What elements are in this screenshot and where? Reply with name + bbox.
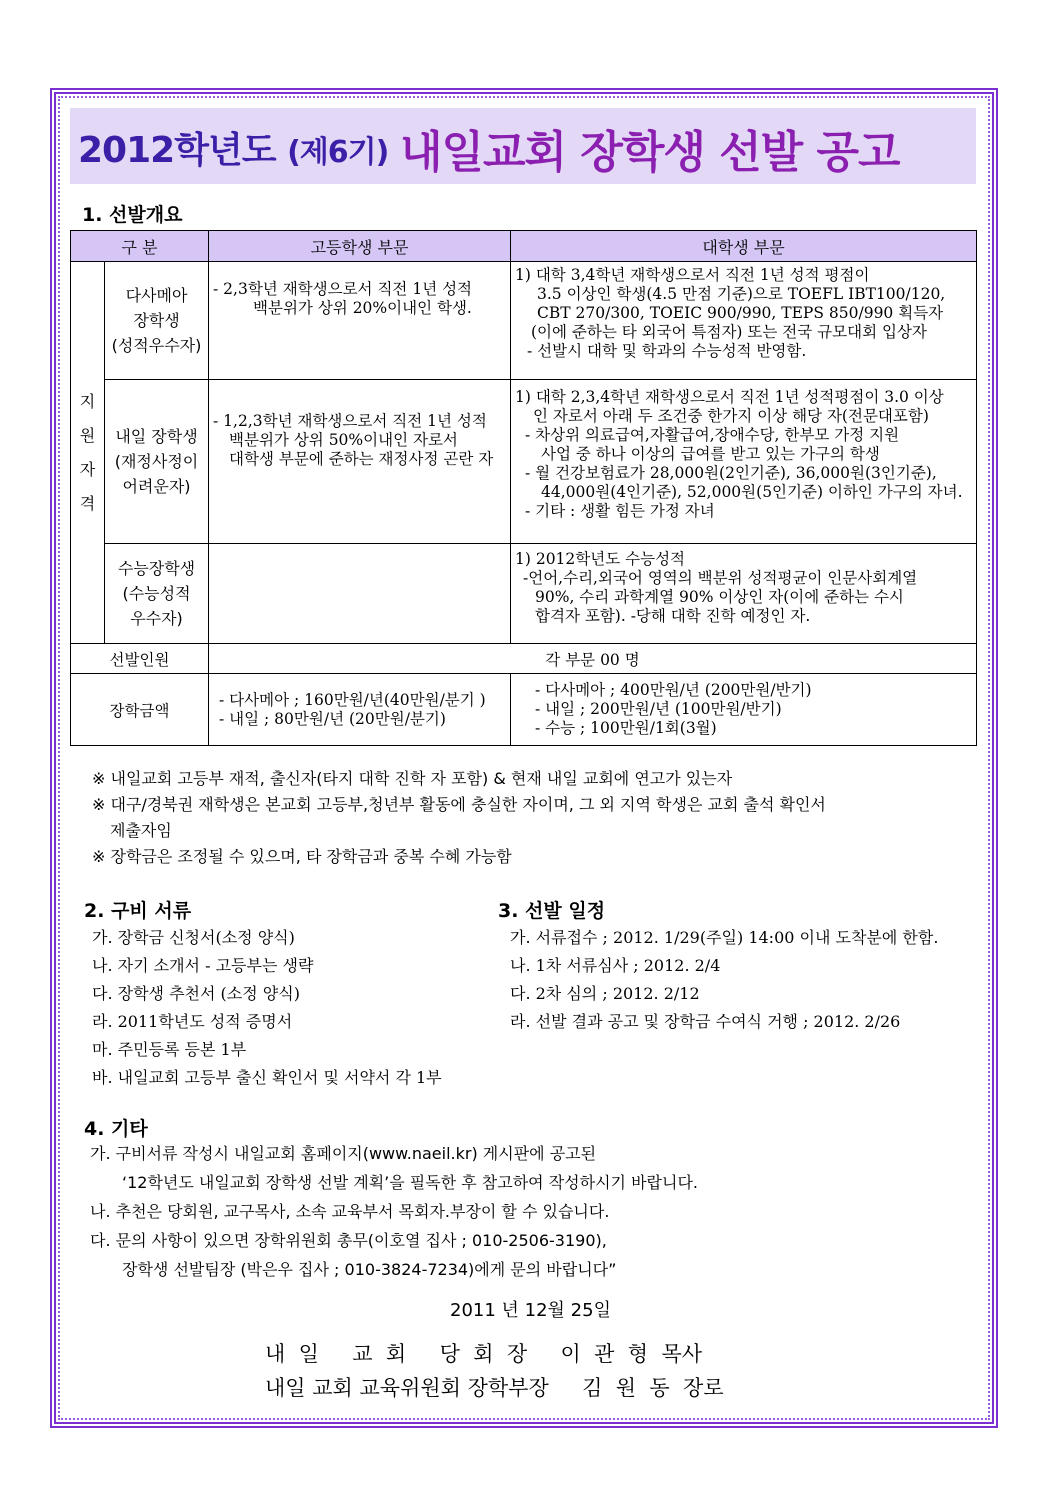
note-line: 제출자임 — [110, 821, 172, 840]
list-item: 나. 1차 서류심사 ; 2012. 2/4 — [510, 956, 721, 975]
cell-line: 1) 대학 2,3,4학년 재학생으로서 직전 1년 성적평점이 3.0 이상 — [515, 388, 944, 406]
category-line: 다사메아 — [125, 286, 188, 305]
cell-line: 대학생 부문에 준하는 재정사정 곤란 자 — [229, 450, 494, 468]
list-item: ‘12학년도 내일교회 장학생 선발 계획’을 필독한 후 참고하여 작성하시기 바랍니다. — [122, 1173, 698, 1192]
list-item: 라. 2011학년도 성적 증명서 — [92, 1012, 293, 1031]
cell-line: 합격자 포함). -당해 대학 진학 예정인 자. — [535, 607, 811, 625]
note-line: ※ 내일교회 고등부 재적, 출신자(타지 대학 진학 자 포함) & 현재 내일 교회에 연고가 있는자 — [92, 769, 733, 788]
category-naeil — [105, 380, 209, 544]
high-dasamea — [209, 262, 511, 380]
college-suneung — [511, 544, 977, 644]
cell-line: 1) 대학 3,4학년 재학생으로서 직전 1년 성적 평점이 — [515, 266, 870, 284]
amount-label: 장학금액 — [71, 674, 209, 746]
cell-line: 백분위가 상위 20%이내인 학생. — [253, 299, 472, 317]
title-year — [78, 122, 388, 173]
selection-value: 각 부문 00 명 — [209, 644, 977, 674]
list-item: 나. 추천은 당회원, 교구목사, 소속 교육부서 목회자.부장이 할 수 있습니다. — [90, 1202, 610, 1221]
qual-char: 자 — [79, 459, 96, 479]
list-item: 가. 구비서류 작성시 내일교회 홈페이지(www.naeil.kr) 게시판에 공고된 — [90, 1144, 597, 1163]
etc-list — [90, 1139, 698, 1284]
selection-overview-table — [70, 230, 977, 746]
note-line: ※ 장학금은 조정될 수 있으며, 타 장학금과 중복 수혜 가능함 — [92, 847, 512, 866]
selection-label: 선발인원 — [71, 644, 209, 674]
amount-high — [209, 674, 511, 746]
category-line: 수능장학생 — [117, 559, 196, 578]
section4-heading: 4. 기타 — [84, 1118, 148, 1140]
notes — [92, 766, 826, 870]
college-naeil — [511, 380, 977, 544]
table-row — [71, 380, 977, 544]
cell-line: - 내일 ; 200만원/년 (100만원/반기) — [535, 700, 782, 718]
table-row — [71, 262, 977, 380]
category-line: (재정사정이 — [114, 452, 199, 471]
table-header-row — [71, 231, 977, 262]
cell-line: (이에 준하는 타 외국어 특점자) 또는 전국 규모대회 입상자 — [531, 323, 927, 341]
category-line: (성적우수자) — [111, 336, 202, 355]
cell-line: - 수능 ; 100만원/1회(3월) — [535, 719, 717, 737]
list-item: 가. 장학금 신청서(소정 양식) — [92, 928, 295, 947]
cell-line: 3.5 이상인 학생(4.5 만점 기준)으로 TOEFL IBT100/120, — [537, 285, 946, 303]
required-documents-list — [92, 924, 442, 1092]
list-item: 가. 서류접수 ; 2012. 1/29(주일) 14:00 이내 도착분에 한함. — [510, 928, 939, 947]
list-item: 장학생 선발팀장 (박은우 집사 ; 010-3824-7234)에게 문의 바랍니다” — [122, 1260, 617, 1279]
category-line: 어려운자) — [122, 477, 191, 496]
category-line: 장학생 — [133, 311, 180, 330]
cell-line: - 월 건강보험료가 28,000원(2인기준), 36,000원(3인기준), — [525, 464, 937, 482]
cell-line: - 선발시 대학 및 학과의 수능성적 반영함. — [527, 342, 807, 360]
header-category: 구 분 — [71, 231, 209, 262]
college-dasamea — [511, 262, 977, 380]
page-title: 내일교회 장학생 선발 공고 — [400, 127, 900, 178]
cell-line: 인 자로서 아래 두 조건중 한가지 이상 해당 자(전문대포함) — [533, 407, 929, 425]
cell-line: - 다사메아 ; 400만원/년 (200만원/반기) — [535, 681, 812, 699]
cell-line: - 1,2,3학년 재학생으로서 직전 1년 성적 — [213, 412, 487, 430]
category-line: 우수자) — [130, 609, 183, 628]
title-generation: (제6기) — [287, 135, 389, 170]
qual-char: 격 — [79, 493, 96, 513]
cell-line: 44,000원(4인기준), 52,000원(5인기준) 이하인 가구의 자녀. — [541, 483, 963, 501]
table-row — [71, 644, 977, 674]
cell-line: 90%, 수리 과학계열 90% 이상인 자(이에 준하는 수시 — [535, 588, 904, 606]
cell-line: -언어,수리,외국어 영역의 백분위 성적평균이 인문사회계열 — [523, 569, 918, 587]
amount-college — [511, 674, 977, 746]
section2-heading: 2. 구비 서류 — [84, 900, 192, 922]
section3-heading: 3. 선발 일정 — [498, 900, 606, 922]
category-line: 내일 장학생 — [115, 427, 198, 446]
cell-line: 백분위가 상위 50%이내인 자로서 — [229, 431, 458, 449]
list-item: 다. 문의 사항이 있으면 장학위원회 총무(이호열 집사 ; 010-2506-3190), — [90, 1231, 607, 1250]
table-row — [71, 674, 977, 746]
list-item: 다. 2차 심의 ; 2012. 2/12 — [510, 984, 700, 1003]
list-item: 라. 선발 결과 공고 및 장학금 수여식 거행 ; 2012. 2/26 — [510, 1012, 901, 1031]
cell-line: - 기타 : 생활 힘든 가정 자녀 — [525, 502, 715, 520]
cell-line: CBT 270/300, TOEIC 900/990, TEPS 850/990 획득자 — [537, 304, 944, 322]
cell-line: 사업 중 하나 이상의 급여를 받고 있는 가구의 학생 — [541, 445, 880, 463]
list-item: 바. 내일교회 고등부 출신 확인서 및 서약서 각 1부 — [92, 1068, 442, 1087]
header-high: 고등학생 부문 — [209, 231, 511, 262]
note-line: ※ 대구/경북권 재학생은 본교회 고등부,청년부 활동에 충실한 자이며, 그 외 지역 학생은 교회 출석 확인서 — [92, 795, 826, 814]
high-suneung — [209, 544, 511, 644]
qual-char: 지 — [79, 391, 96, 411]
table-row — [71, 544, 977, 644]
list-item: 마. 주민등록 등본 1부 — [92, 1040, 247, 1059]
signature-line: 내 일 교 회 당 회 장 이 관 형 목사 — [265, 1342, 703, 1366]
category-suneung — [105, 544, 209, 644]
list-item: 다. 장학생 추천서 (소정 양식) — [92, 984, 300, 1003]
header-college: 대학생 부문 — [511, 231, 977, 262]
cell-line: - 2,3학년 재학생으로서 직전 1년 성적 — [213, 280, 473, 298]
list-item: 나. 자기 소개서 - 고등부는 생략 — [92, 956, 314, 975]
cell-line: - 다사메아 ; 160만원/년(40만원/분기 ) — [219, 690, 486, 709]
cell-line: - 차상위 의료급여,자활급여,장애수당, 한부모 가정 지원 — [525, 426, 900, 444]
cell-line: 1) 2012학년도 수능성적 — [515, 550, 686, 568]
announcement-date: 2011 년 12월 25일 — [450, 1300, 611, 1321]
signature-line: 내일 교회 교육위원회 장학부장 김 원 동 장로 — [265, 1376, 724, 1400]
category-dasamea — [105, 262, 209, 380]
schedule-list — [510, 924, 938, 1036]
section1-heading: 1. 선발개요 — [82, 204, 183, 226]
title-year-text: 2012학년도 — [78, 130, 276, 171]
qualification-label — [71, 262, 105, 644]
category-line: (수능성적 — [122, 584, 191, 603]
qual-char: 원 — [79, 425, 96, 445]
cell-line: - 내일 ; 80만원/년 (20만원/분기) — [219, 709, 446, 728]
high-naeil — [209, 380, 511, 544]
